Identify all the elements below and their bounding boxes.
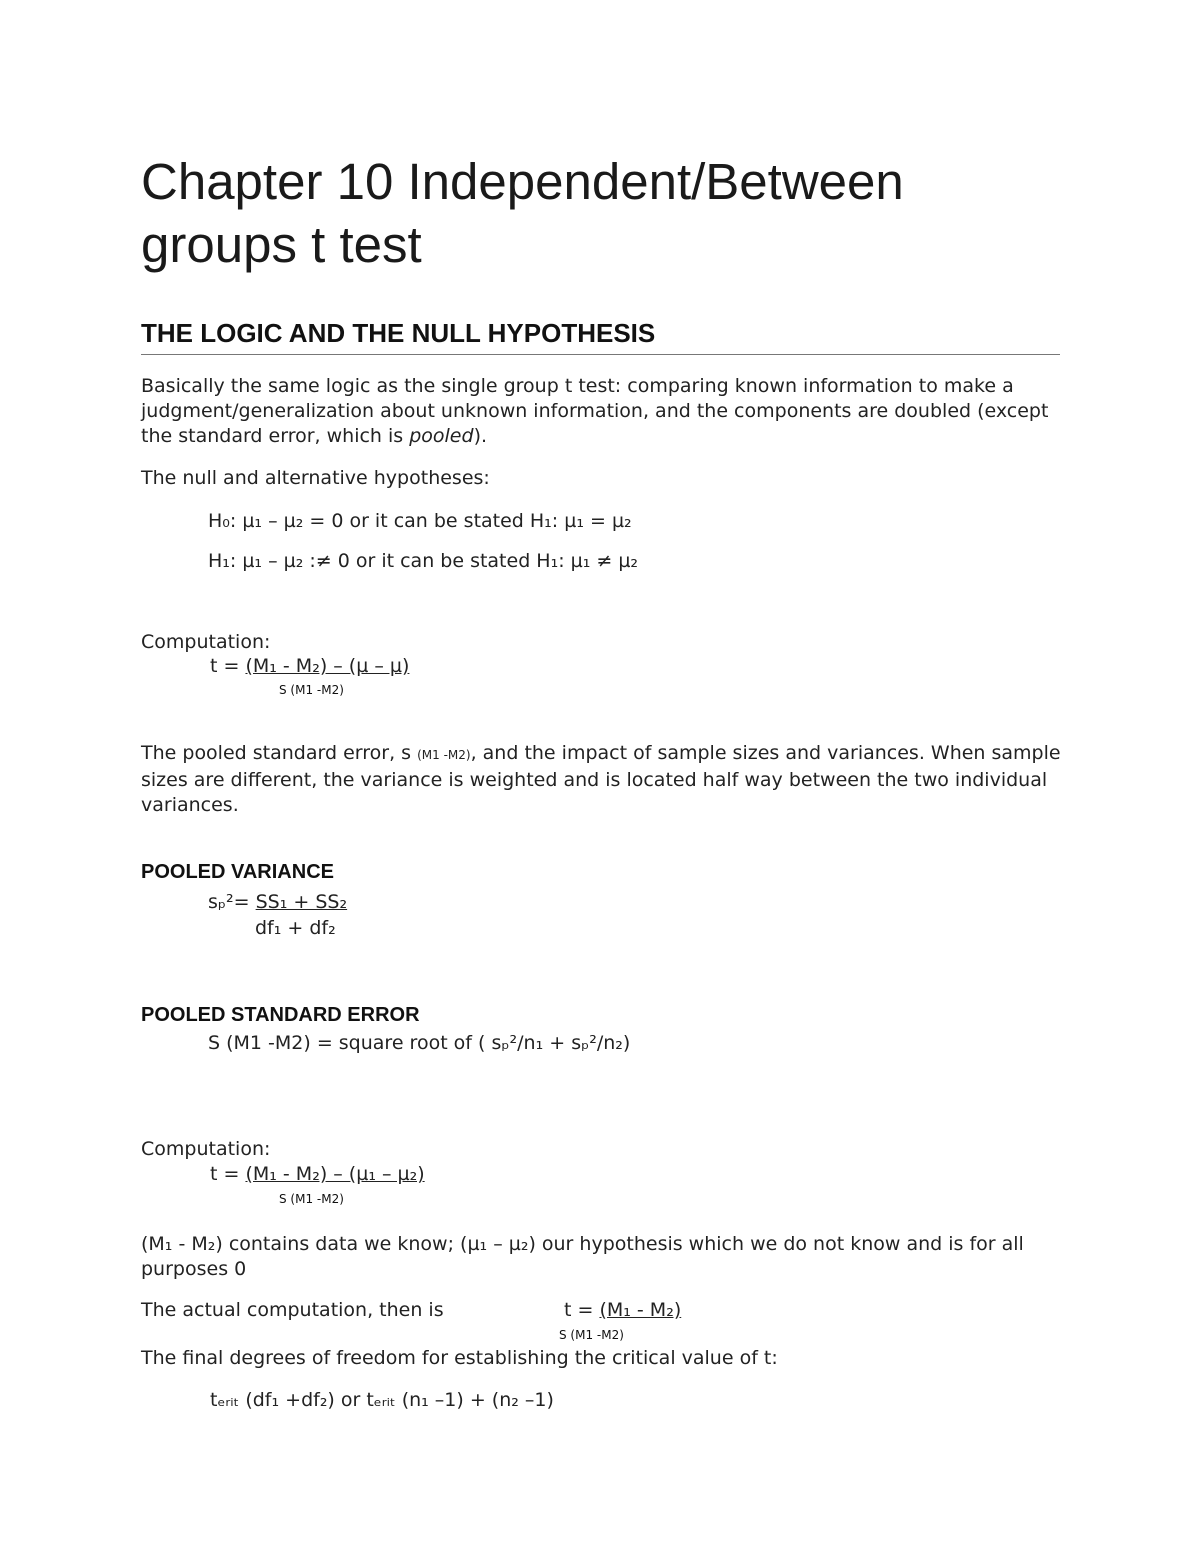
alternative-hypothesis: H₁: µ₁ – µ₂ :≠ 0 or it can be stated H₁: µ₁ ≠ µ₂ — [208, 550, 639, 572]
formula-critical-value: tₑᵣᵢₜ (df₁ +df₂) or tₑᵣᵢₜ (n₁ –1) + (n₂ –1) — [210, 1389, 554, 1411]
null-hypothesis: H₀: µ₁ – µ₂ = 0 or it can be stated H₁: µ₁ = µ₂ — [208, 510, 632, 532]
hypotheses-label: The null and alternative hypotheses: — [141, 467, 490, 489]
page-title: Chapter 10 Independent/Between groups t test — [141, 153, 904, 273]
computation-label-2: Computation: — [141, 1138, 271, 1160]
explanation-paragraph: (M₁ - M₂) contains data we know; (µ₁ – µ₂) our hypothesis which we do not know and is for all purposes 0 — [141, 1233, 1024, 1280]
heading-divider — [141, 354, 1060, 355]
formula-t-3: t = (M₁ - M₂) — [564, 1299, 682, 1321]
actual-computation-label: The actual computation, then is — [141, 1299, 444, 1321]
section-heading-pooled-variance: POOLED VARIANCE — [141, 861, 334, 883]
formula-pooled-standard-error: S (M1 -M2) = square root of ( sₚ²/n₁ + sₚ²/n₂) — [208, 1032, 631, 1054]
section-heading-pooled-standard-error: POOLED STANDARD ERROR — [141, 1004, 420, 1026]
formula-pooled-variance-denominator: df₁ + df₂ — [255, 917, 336, 939]
formula-t-2-denominator: S (M1 -M2) — [279, 1192, 344, 1206]
section-heading-logic: THE LOGIC AND THE NULL HYPOTHESIS — [141, 318, 656, 348]
formula-t-1-denominator: S (M1 -M2) — [279, 683, 344, 697]
computation-label-1: Computation: — [141, 631, 271, 653]
final-df-label: The final degrees of freedom for establishing the critical value of t: — [141, 1347, 778, 1369]
formula-t-2: t = (M₁ - M₂) – (µ₁ – µ₂) — [210, 1163, 425, 1185]
intro-paragraph: Basically the same logic as the single group t test: comparing known information to make a judgment/generalization about unknown information, and the components are doubled (except the standard error, which is pooled). — [141, 375, 1049, 447]
formula-t-3-denominator: S (M1 -M2) — [559, 1328, 624, 1342]
formula-pooled-variance: sₚ²= SS₁ + SS₂ — [208, 891, 348, 913]
pooled-se-paragraph: The pooled standard error, s (M1 -M2), and the impact of sample sizes and variances. When sample sizes are different, the variance is weighted and is located half way between the two individual variances. — [141, 742, 1061, 816]
formula-t-1: t = (M₁ - M₂) – (µ – µ) — [210, 655, 410, 677]
